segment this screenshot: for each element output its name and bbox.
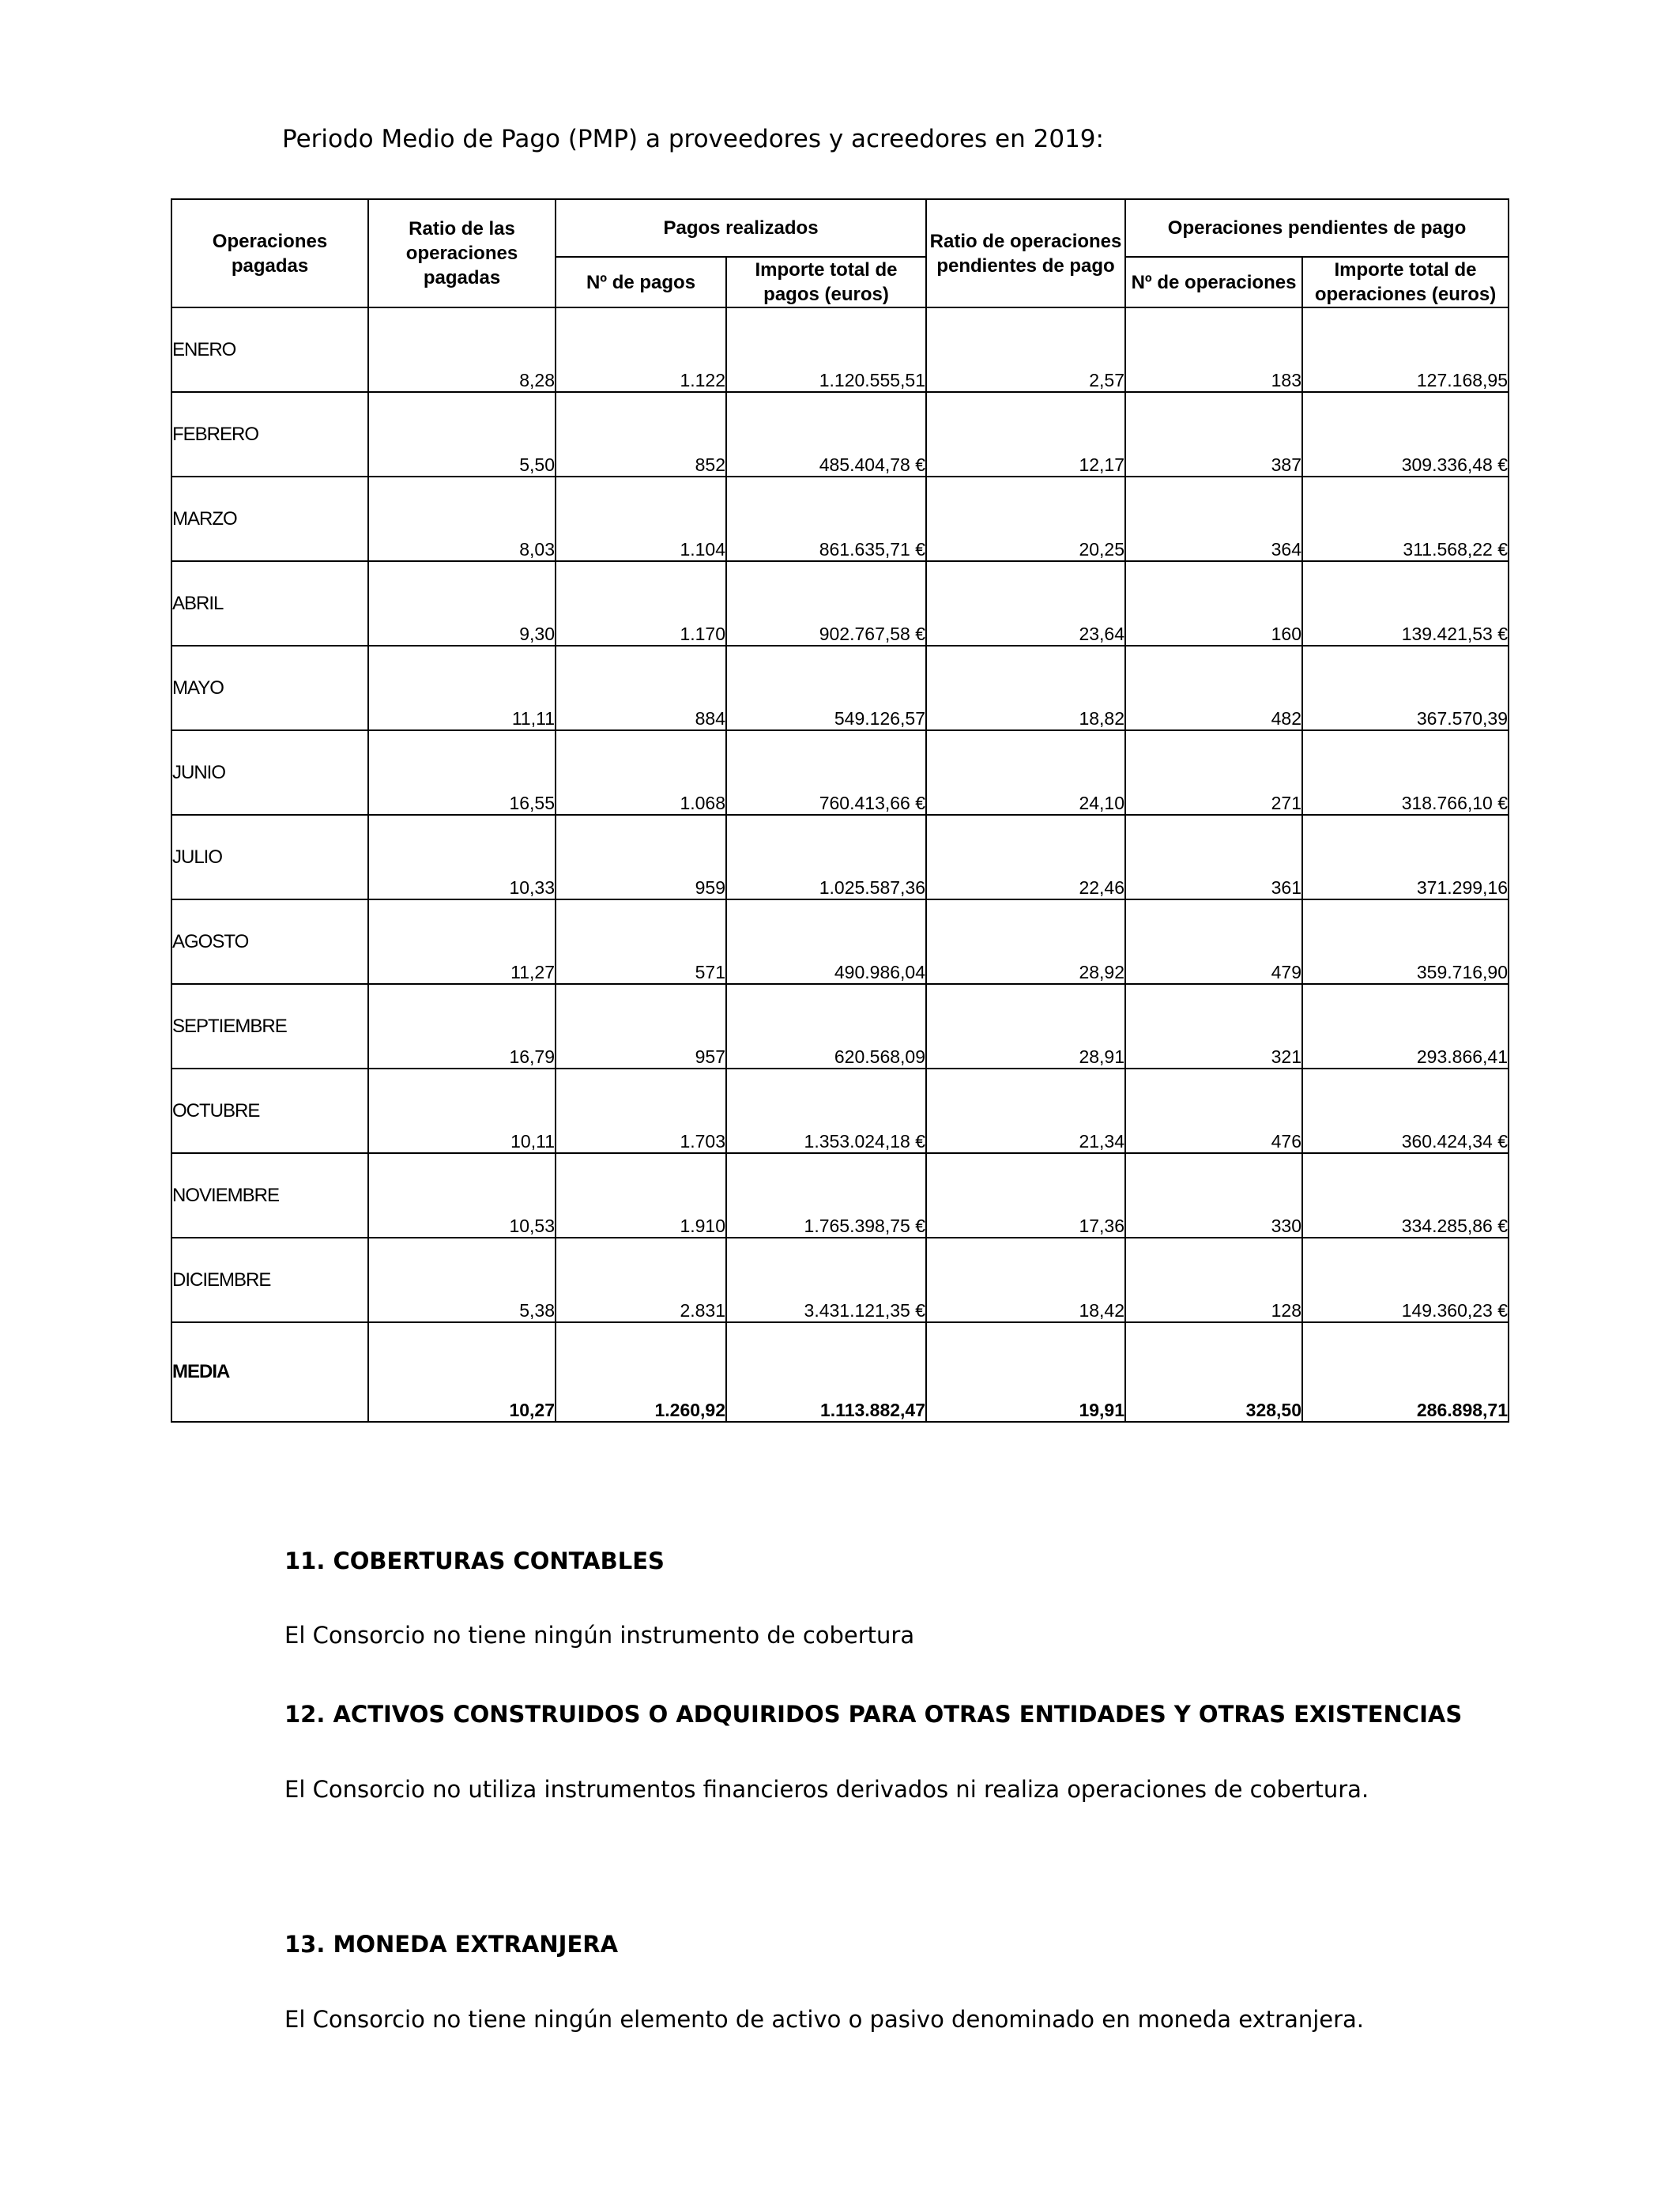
cell-ratio-pagadas: 11,27 (368, 899, 556, 984)
table-row (171, 730, 1509, 815)
header-n-pagos: Nº de pagos (556, 257, 726, 307)
cell-importe-pagos: 1.113.882,47 (726, 1322, 926, 1422)
section-title-11: 11. COBERTURAS CONTABLES (284, 1547, 665, 1574)
cell-ratio-pendientes: 20,25 (926, 477, 1125, 561)
cell-ratio-pagadas: 8,03 (368, 477, 556, 561)
header-ratio-pendientes: Ratio de operaciones pendientes de pago (926, 199, 1125, 307)
cell-ratio-pagadas: 10,11 (368, 1069, 556, 1153)
cell-ratio-pendientes: 23,64 (926, 561, 1125, 646)
cell-importe-operaciones: 359.716,90 (1302, 899, 1509, 984)
table-row (171, 1238, 1509, 1322)
cell-ratio-pagadas: 11,11 (368, 646, 556, 730)
cell-importe-operaciones: 311.568,22 € (1302, 477, 1509, 561)
cell-ratio-pendientes: 18,82 (926, 646, 1125, 730)
cell-importe-pagos: 902.767,58 € (726, 561, 926, 646)
section-text-11: El Consorcio no tiene ningún instrumento de cobertura (284, 1622, 915, 1649)
cell-n-operaciones: 482 (1125, 646, 1302, 730)
cell-month: OCTUBRE (171, 1069, 368, 1153)
cell-ratio-pagadas: 16,79 (368, 984, 556, 1069)
cell-importe-operaciones: 371.299,16 (1302, 815, 1509, 899)
header-n-operaciones: Nº de operaciones (1125, 257, 1302, 307)
table-row (171, 1153, 1509, 1238)
cell-n-operaciones: 328,50 (1125, 1322, 1302, 1422)
cell-importe-pagos: 620.568,09 (726, 984, 926, 1069)
cell-month: ABRIL (171, 561, 368, 646)
header-ops-pendientes: Operaciones pendientes de pago (1125, 199, 1509, 257)
cell-n-pagos: 884 (556, 646, 726, 730)
section-text-13: El Consorcio no tiene ningún elemento de activo o pasivo denominado en moneda extranjera. (284, 2006, 1365, 2033)
cell-importe-operaciones: 286.898,71 (1302, 1322, 1509, 1422)
cell-n-operaciones: 160 (1125, 561, 1302, 646)
cell-n-operaciones: 387 (1125, 392, 1302, 477)
cell-importe-pagos: 549.126,57 (726, 646, 926, 730)
cell-n-pagos: 1.104 (556, 477, 726, 561)
cell-ratio-pagadas: 5,50 (368, 392, 556, 477)
cell-ratio-pagadas: 5,38 (368, 1238, 556, 1322)
cell-ratio-pagadas: 10,27 (368, 1322, 556, 1422)
cell-importe-pagos: 760.413,66 € (726, 730, 926, 815)
cell-ratio-pagadas: 16,55 (368, 730, 556, 815)
intro-text: Periodo Medio de Pago (PMP) a proveedores y acreedores en 2019: (282, 125, 1104, 153)
cell-ratio-pagadas: 10,53 (368, 1153, 556, 1238)
header-row-1 (171, 199, 1509, 257)
cell-importe-pagos: 1.353.024,18 € (726, 1069, 926, 1153)
table-row (171, 307, 1509, 392)
cell-importe-operaciones: 309.336,48 € (1302, 392, 1509, 477)
cell-ratio-pagadas: 9,30 (368, 561, 556, 646)
cell-n-operaciones: 183 (1125, 307, 1302, 392)
cell-n-operaciones: 479 (1125, 899, 1302, 984)
cell-n-operaciones: 128 (1125, 1238, 1302, 1322)
cell-importe-operaciones: 127.168,95 (1302, 307, 1509, 392)
cell-month: AGOSTO (171, 899, 368, 984)
cell-importe-pagos: 490.986,04 (726, 899, 926, 984)
cell-importe-operaciones: 360.424,34 € (1302, 1069, 1509, 1153)
table-row (171, 392, 1509, 477)
table-row (171, 899, 1509, 984)
cell-n-operaciones: 476 (1125, 1069, 1302, 1153)
cell-ratio-pendientes: 24,10 (926, 730, 1125, 815)
cell-importe-operaciones: 334.285,86 € (1302, 1153, 1509, 1238)
cell-n-operaciones: 364 (1125, 477, 1302, 561)
cell-month: MEDIA (171, 1322, 368, 1422)
table-row (171, 815, 1509, 899)
cell-importe-pagos: 1.025.587,36 (726, 815, 926, 899)
cell-month: JUNIO (171, 730, 368, 815)
cell-n-pagos: 1.170 (556, 561, 726, 646)
header-ratio-pagadas: Ratio de las operaciones pagadas (368, 199, 556, 307)
cell-importe-operaciones: 139.421,53 € (1302, 561, 1509, 646)
cell-month: SEPTIEMBRE (171, 984, 368, 1069)
cell-ratio-pendientes: 22,46 (926, 815, 1125, 899)
cell-n-pagos: 571 (556, 899, 726, 984)
cell-n-operaciones: 271 (1125, 730, 1302, 815)
cell-ratio-pendientes: 21,34 (926, 1069, 1125, 1153)
table-row-average (171, 1322, 1509, 1422)
cell-n-operaciones: 361 (1125, 815, 1302, 899)
cell-ratio-pendientes: 17,36 (926, 1153, 1125, 1238)
table-row (171, 477, 1509, 561)
cell-month: JULIO (171, 815, 368, 899)
cell-n-pagos: 1.703 (556, 1069, 726, 1153)
cell-n-operaciones: 321 (1125, 984, 1302, 1069)
cell-importe-operaciones: 149.360,23 € (1302, 1238, 1509, 1322)
cell-ratio-pendientes: 19,91 (926, 1322, 1125, 1422)
cell-importe-pagos: 3.431.121,35 € (726, 1238, 926, 1322)
cell-n-pagos: 2.831 (556, 1238, 726, 1322)
cell-n-pagos: 1.910 (556, 1153, 726, 1238)
cell-ratio-pendientes: 18,42 (926, 1238, 1125, 1322)
cell-n-operaciones: 330 (1125, 1153, 1302, 1238)
cell-n-pagos: 1.260,92 (556, 1322, 726, 1422)
cell-n-pagos: 959 (556, 815, 726, 899)
table-body (171, 307, 1509, 1422)
table-row (171, 1069, 1509, 1153)
cell-ratio-pendientes: 2,57 (926, 307, 1125, 392)
cell-month: MARZO (171, 477, 368, 561)
header-operaciones-pagadas: Operaciones pagadas (171, 199, 368, 307)
cell-importe-pagos: 485.404,78 € (726, 392, 926, 477)
table-row (171, 561, 1509, 646)
section-text-12: El Consorcio no utiliza instrumentos financieros derivados ni realiza operaciones de cobertura. (284, 1776, 1369, 1803)
table-row (171, 984, 1509, 1069)
table-row (171, 646, 1509, 730)
cell-n-pagos: 852 (556, 392, 726, 477)
cell-month: FEBRERO (171, 392, 368, 477)
cell-n-pagos: 1.122 (556, 307, 726, 392)
cell-importe-pagos: 861.635,71 € (726, 477, 926, 561)
cell-n-pagos: 1.068 (556, 730, 726, 815)
cell-ratio-pagadas: 10,33 (368, 815, 556, 899)
cell-month: NOVIEMBRE (171, 1153, 368, 1238)
cell-ratio-pendientes: 28,92 (926, 899, 1125, 984)
cell-importe-operaciones: 293.866,41 (1302, 984, 1509, 1069)
cell-month: ENERO (171, 307, 368, 392)
cell-importe-pagos: 1.765.398,75 € (726, 1153, 926, 1238)
cell-ratio-pagadas: 8,28 (368, 307, 556, 392)
pmp-table (171, 198, 1509, 1423)
header-pagos-realizados: Pagos realizados (556, 199, 926, 257)
cell-ratio-pendientes: 28,91 (926, 984, 1125, 1069)
header-importe-operaciones: Importe total de operaciones (euros) (1302, 257, 1509, 307)
cell-month: DICIEMBRE (171, 1238, 368, 1322)
cell-month: MAYO (171, 646, 368, 730)
cell-importe-pagos: 1.120.555,51 (726, 307, 926, 392)
section-title-13: 13. MONEDA EXTRANJERA (284, 1931, 619, 1958)
cell-n-pagos: 957 (556, 984, 726, 1069)
section-title-12: 12. ACTIVOS CONSTRUIDOS O ADQUIRIDOS PARA OTRAS ENTIDADES Y OTRAS EXISTENCIAS (284, 1701, 1463, 1728)
cell-importe-operaciones: 318.766,10 € (1302, 730, 1509, 815)
cell-ratio-pendientes: 12,17 (926, 392, 1125, 477)
cell-importe-operaciones: 367.570,39 (1302, 646, 1509, 730)
header-importe-pagos: Importe total de pagos (euros) (726, 257, 926, 307)
